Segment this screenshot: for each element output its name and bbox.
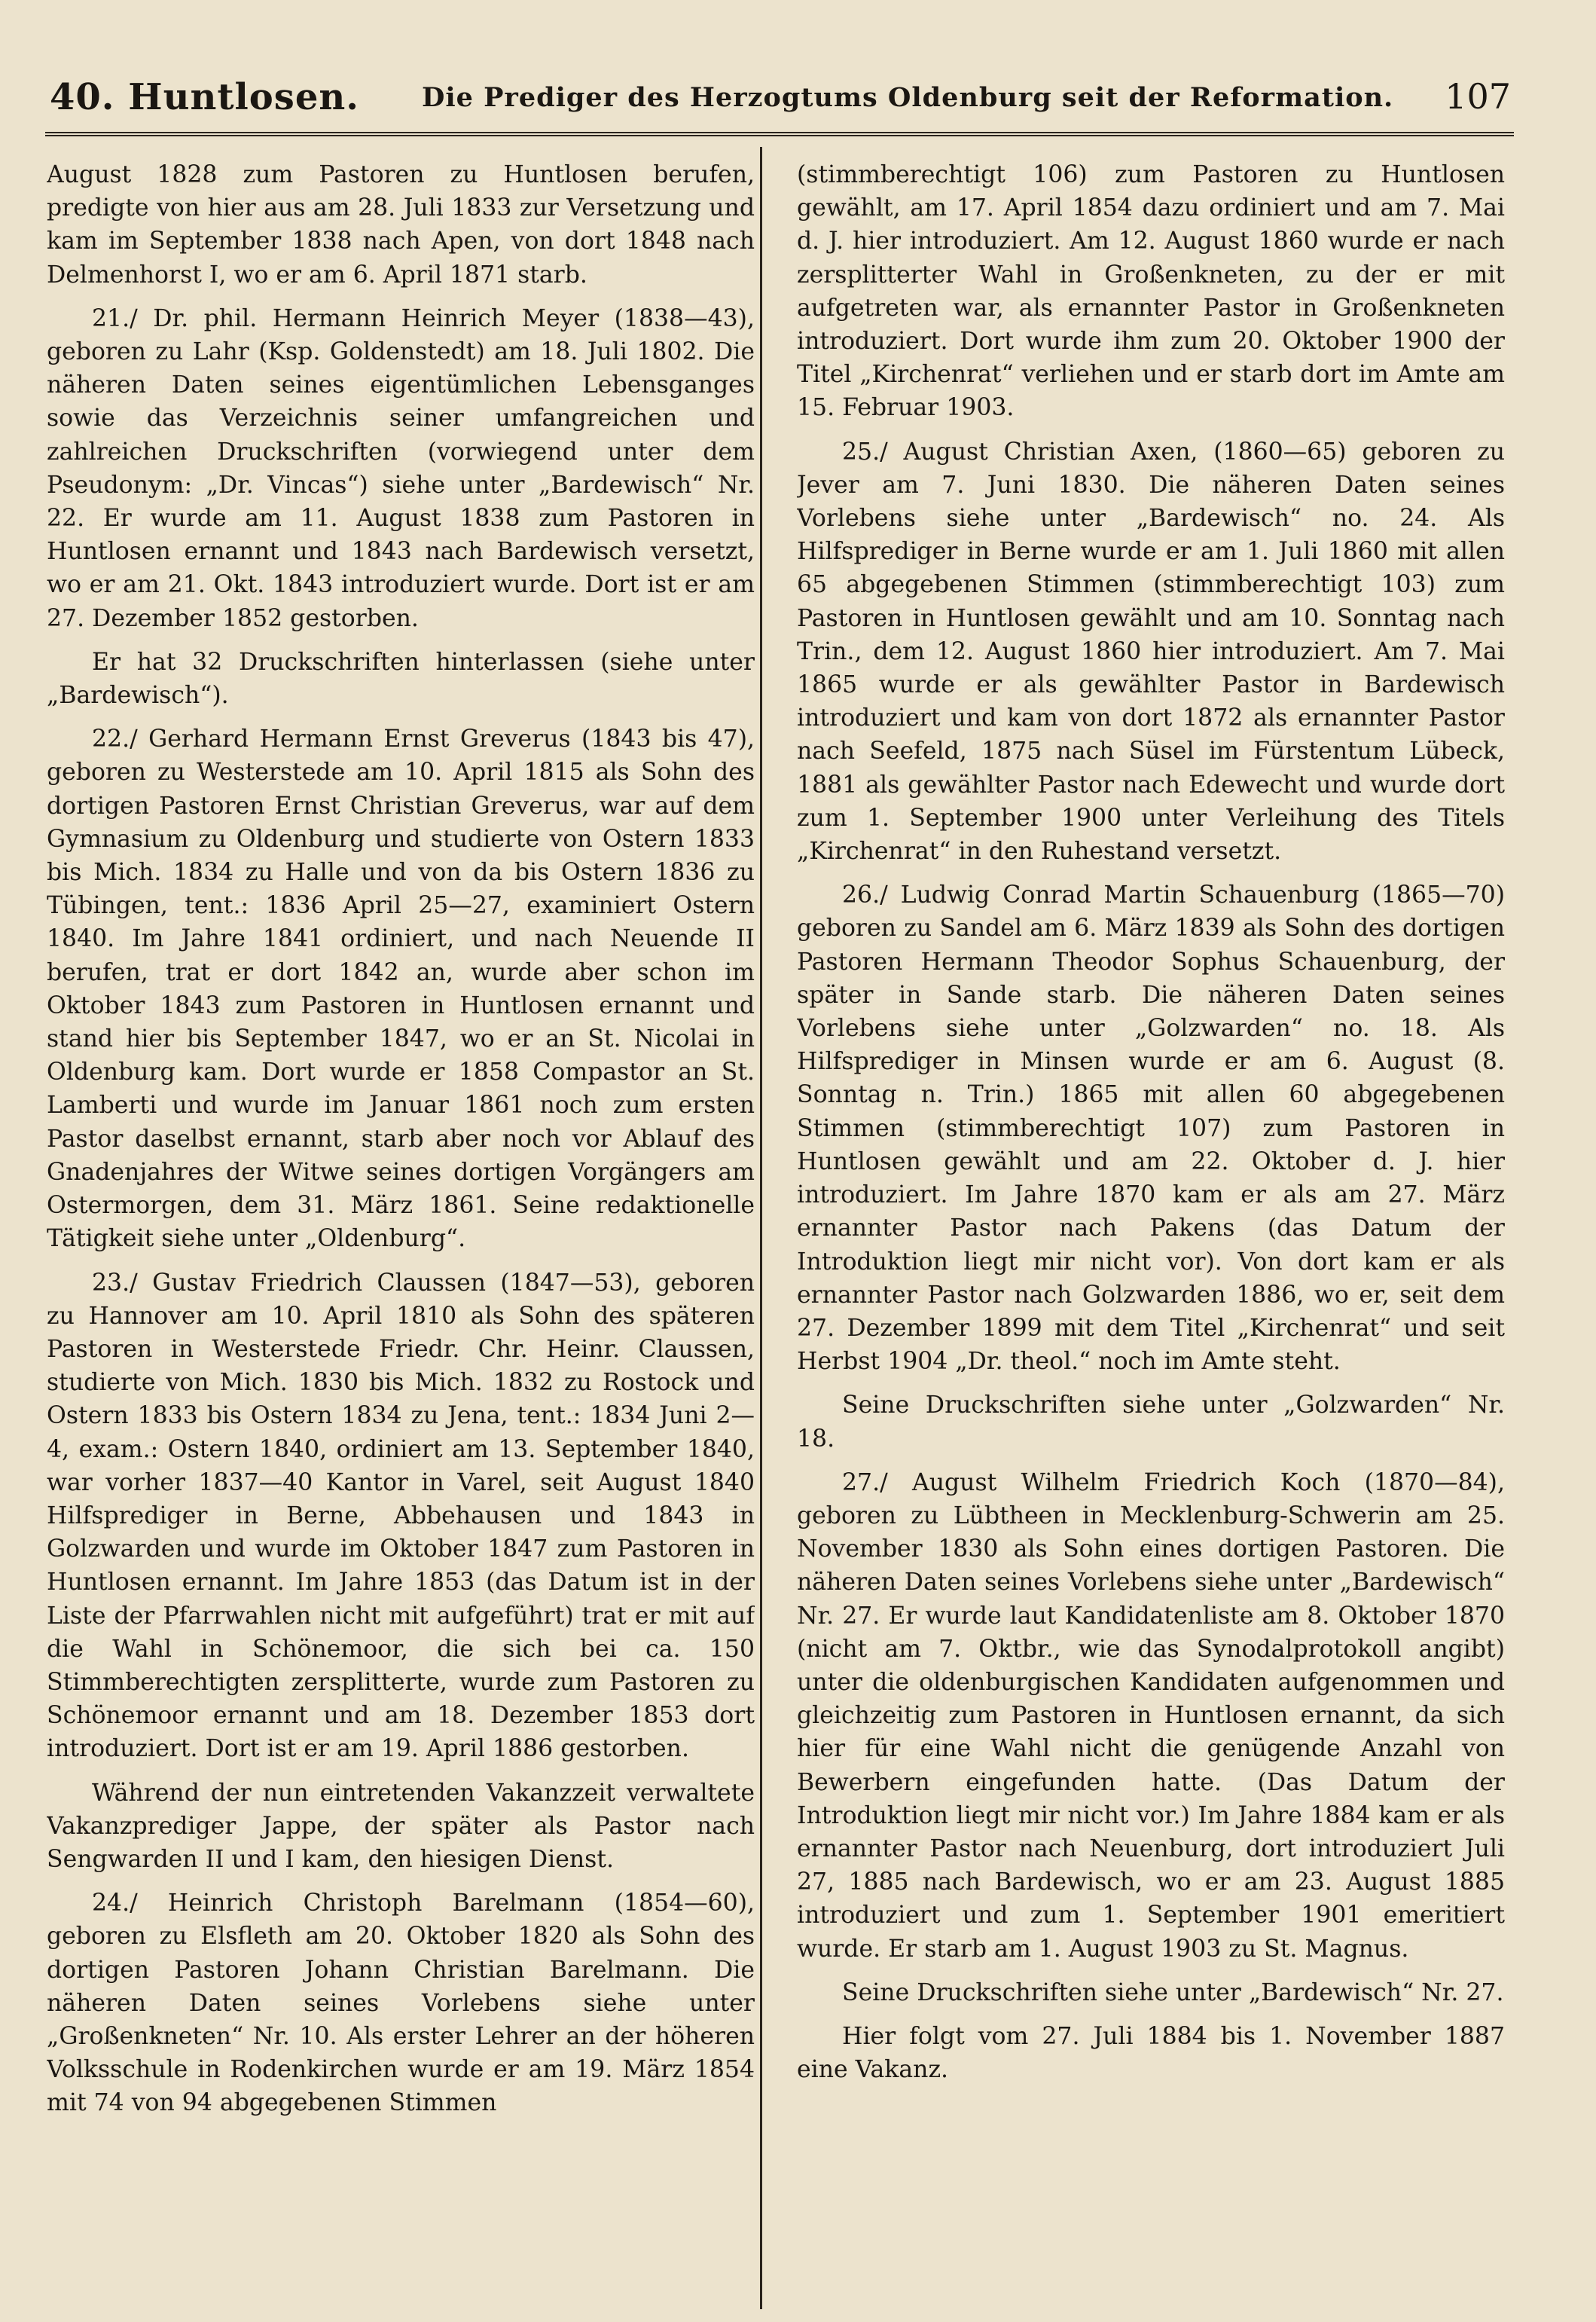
paragraph: 21./ Dr. phil. Hermann Heinrich Meyer (1838—43), geboren zu Lahr (Ksp. Goldenstedt) am 18. Juli 1802. Die näheren Daten seines eigentümlichen Lebensganges sowie das Verzeichnis seiner umfangreichen und zahlreichen Druckschriften (vorwiegend unter dem Pseudonym: „Dr. Vincas“) siehe unter „Bardewisch“ Nr. 22. Er wurde am 11. August 1838 zum Pastoren in Huntlosen ernannt und 1843 nach Bardewisch versetzt, wo er am 21. Okt. 1843 introduziert wurde. Dort ist er am 27. Dezember 1852 gestorben. <box>47 304 755 632</box>
paragraph: 22./ Gerhard Hermann Ernst Greverus (1843 bis 47), geboren zu Westerstede am 10. April 1815 als Sohn des dortigen Pastoren Ernst Christian Greverus, war auf dem Gymnasium zu Oldenburg und studierte von Ostern 1833 bis Mich. 1834 zu Halle und von da bis Ostern 1836 zu Tübingen, tent.: 1836 April 25—27, examiniert Ostern 1840. Im Jahre 1841 ordiniert, und nach Neuende II berufen, trat er dort 1842 an, wurde aber schon im Oktober 1843 zum Pastoren in Huntlosen ernannt und stand hier bis September 1847, wo er an St. Nicolai in Oldenburg kam. Dort wurde er 1858 Compastor an St. Lamberti und wurde im Januar 1861 noch zum ersten Pastor daselbst ernannt, starb aber noch vor Ablauf des Gnadenjahres der Witwe seines dortigen Vorgängers am Ostermorgen, dem 31. März 1861. Seine redaktionelle Tätigkeit siehe unter „Oldenburg“. <box>47 726 755 1253</box>
page-header <box>45 72 1514 136</box>
column-divider <box>760 147 762 2309</box>
paragraph: 25./ August Christian Axen, (1860—65) geboren zu Jever am 7. Juni 1830. Die näheren Daten seines Vorlebens siehe unter „Bardewisch“ no. 24. Als Hilfsprediger in Berne wurde er am 1. Juli 1860 mit allen 65 abgegebenen Stimmen (stimmberechtigt 103) zum Pastoren in Huntlosen gewählt und am 10. Sonntag nach Trin., dem 12. August 1860 hier introduziert. Am 7. Mai 1865 wurde er als gewählter Pastor in Bardewisch introduziert und kam von dort 1872 als ernannter Pastor nach Seefeld, 1875 nach Süsel im Fürstentum Lübeck, 1881 als gewählter Pastor nach Edewecht und wurde dort zum 1. September 1900 unter Verleihung des Titels „Kirchenrat“ in den Ruhestand versetzt. <box>797 438 1505 866</box>
paragraph: Hier folgt vom 27. Juli 1884 bis 1. November 1887 eine Vakanz. <box>797 2022 1505 2084</box>
paragraph: Während der nun eintretenden Vakanzzeit verwaltete Vakanzprediger Jappe, der später als Pastor nach Sengwarden II und I kam, den hiesigen Dienst. <box>47 1779 755 1873</box>
paragraph: 23./ Gustav Friedrich Claussen (1847—53), geboren zu Hannover am 10. April 1810 als Sohn des späteren Pastoren in Westerstede Friedr. Chr. Heinr. Claussen, studierte von Mich. 1830 bis Mich. 1832 zu Rostock und Ostern 1833 bis Ostern 1834 zu Jena, tent.: 1834 Juni 2—4, exam.: Ostern 1840, ordiniert am 13. September 1840, war vorher 1837—40 Kantor in Varel, seit August 1840 Hilfsprediger in Berne, Abbehausen und 1843 in Golzwarden und wurde im Oktober 1847 zum Pastoren in Huntlosen ernannt. Im Jahre 1853 (das Datum ist in der Liste der Pfarrwahlen nicht mit aufgeführt) trat er mit auf die Wahl in Schönemoor, die sich bei ca. 150 Stimmberechtigten zersplitterte, wurde zum Pastoren zu Schönemoor ernannt und am 18. Dezember 1853 dort introduziert. Dort ist er am 19. April 1886 gestorben. <box>47 1269 755 1763</box>
paragraph: 24./ Heinrich Christoph Barelmann (1854—60), geboren zu Elsfleth am 20. Oktober 1820 als Sohn des dortigen Pastoren Johann Christian Barelmann. Die näheren Daten seines Vorlebens siehe unter „Großenkneten“ Nr. 10. Als erster Lehrer an der höheren Volksschule in Rodenkirchen wurde er am 19. März 1854 mit 74 von 94 abgegebenen Stimmen <box>47 1890 755 2117</box>
paragraph: Seine Druckschriften siehe unter „Bardewisch“ Nr. 27. <box>842 1978 1504 2006</box>
paragraph: 26./ Ludwig Conrad Martin Schauenburg (1865—70) geboren zu Sandel am 6. März 1839 als Sohn des dortigen Pastoren Hermann Theodor Sophus Schauenburg, der später in Sande starb. Die näheren Daten seines Vorlebens siehe unter „Golzwarden“ no. 18. Als Hilfsprediger in Minsen wurde er am 6. August (8. Sonntag n. Trin.) 1865 mit allen 60 abgegebenen Stimmen (stimmberechtigt 107) zum Pastoren in Huntlosen gewählt und am 22. Oktober d. J. hier introduziert. Im Jahre 1870 kam er als am 27. März ernannter Pastor nach Pakens (das Datum der Introduktion liegt mir nicht vor). Von dort kam er als ernannter Pastor nach Golzwarden 1886, wo er, seit dem 27. Dezember 1899 mit dem Titel „Kirchenrat“ und seit Herbst 1904 „Dr. theol.“ noch im Amte steht. <box>797 881 1505 1376</box>
right-column <box>797 158 1505 2313</box>
section-title: 40. Huntlosen. <box>50 76 359 118</box>
paragraph: Er hat 32 Druckschriften hinterlassen (siehe unter „Bardewisch“). <box>47 648 755 710</box>
paragraph: August 1828 zum Pastoren zu Huntlosen berufen, predigte von hier aus am 28. Juli 1833 zur Versetzung und kam im September 1838 nach Apen, von dort 1848 nach Delmenhorst I, wo er am 6. April 1871 starb. <box>47 161 755 289</box>
paragraph: Seine Druckschriften siehe unter „Golzwarden“ Nr. 18. <box>797 1392 1505 1453</box>
paragraph: 27./ August Wilhelm Friedrich Koch (1870—84), geboren zu Lübtheen in Mecklenburg-Schwerin am 25. November 1830 als Sohn eines dortigen Pastoren. Die näheren Daten seines Vorlebens siehe unter „Bardewisch“ Nr. 27. Er wurde laut Kandidatenliste am 8. Oktober 1870 (nicht am 7. Oktbr., wie das Synodalprotokoll angibt) unter die oldenburgischen Kandidaten aufgenommen und gleichzeitig zum Pastoren in Huntlosen ernannt, da sich hier für eine Wahl nicht die genügende Anzahl von Bewerbern eingefunden hatte. (Das Datum der Introduktion liegt mir nicht vor.) Im Jahre 1884 kam er als ernannter Pastor nach Neuenburg, dort introduziert Juli 27, 1885 nach Bardewisch, wo er am 23. August 1885 introduziert und zum 1. September 1901 emeritiert wurde. Er starb am 1. August 1903 zu St. Magnus. <box>797 1468 1505 1963</box>
running-title: Die Prediger des Herzogtums Oldenburg seit der Reformation. <box>422 82 1394 113</box>
paragraph: (stimmberechtigt 106) zum Pastoren zu Huntlosen gewählt, am 17. April 1854 dazu ordiniert und am 7. Mai d. J. hier introduziert. Am 12. August 1860 wurde er nach zersplitterter Wahl in Großenkneten, zu der er mit aufgetreten war, als ernannter Pastor in Großenkneten introduziert. Dort wurde ihm zum 20. Oktober 1900 der Titel „Kirchenrat“ verliehen und er starb dort im Amte am 15. Februar 1903. <box>797 161 1505 422</box>
left-column <box>47 158 755 2313</box>
page-number: 107 <box>1445 76 1511 117</box>
